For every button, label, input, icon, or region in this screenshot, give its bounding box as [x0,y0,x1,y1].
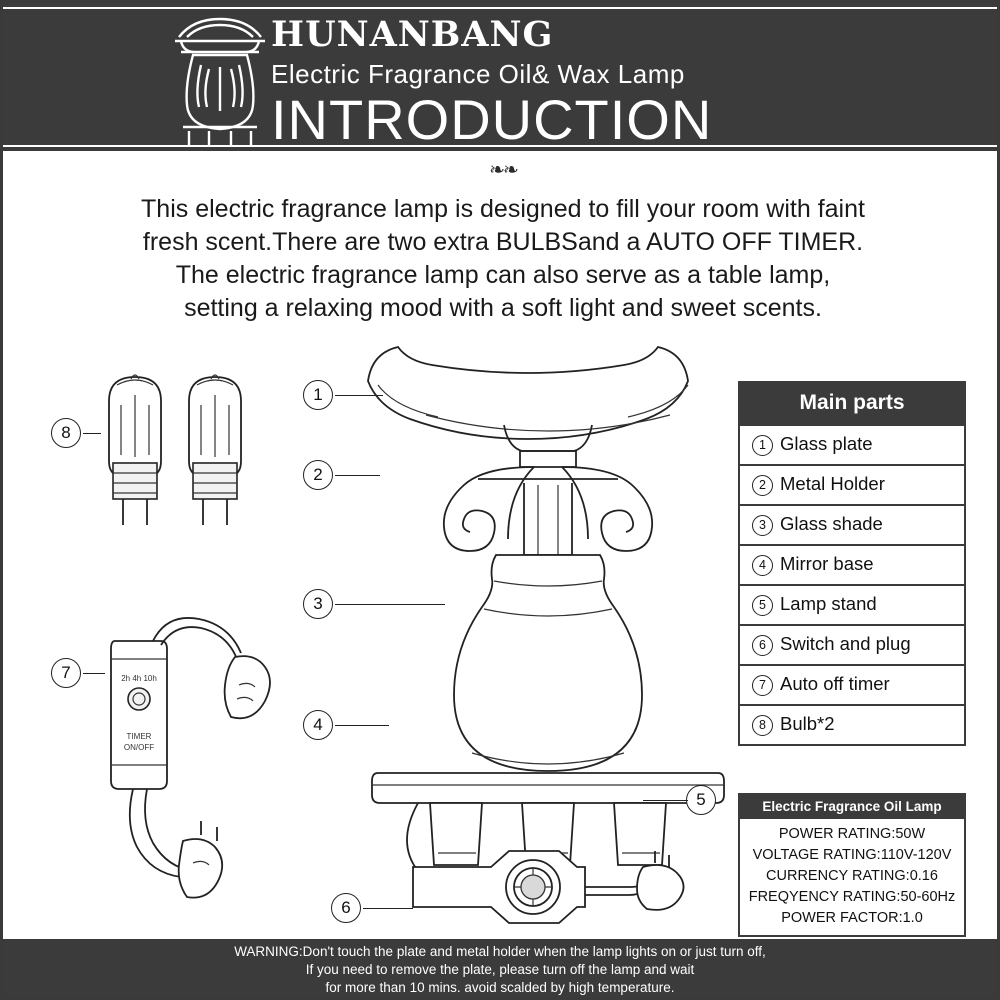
intro-paragraph [63,193,943,325]
auto-off-timer-illustration [93,613,313,903]
part-row-5 [738,586,966,626]
part-number-3: 3 [752,515,773,536]
callout-1[interactable]: 1 [303,380,333,410]
part-row-7 [738,666,966,706]
intro-line-3: The electric fragrance lamp can also serve as a table lamp, [175,261,831,289]
leader-line-4 [335,725,389,726]
part-row-3 [738,506,966,546]
callout-7[interactable]: 7 [51,658,81,688]
spec-panel-title: Electric Fragrance Oil Lamp [740,795,964,819]
part-label-2: Metal Holder [780,473,885,494]
spec-power-factor: POWER FACTOR:1.0 [781,910,923,926]
callout-8[interactable]: 8 [51,418,81,448]
leader-line-7 [83,673,105,674]
timer-bottom-label-1: TIMER [126,732,152,741]
part-number-7: 7 [752,675,773,696]
spec-voltage-rating: VOLTAGE RATING:110V-120V [752,847,952,863]
intro-line-2: fresh scent.There are two extra BULBSand a AUTO OFF TIMER. [142,228,864,256]
part-label-3: Glass shade [780,513,883,534]
decorative-ornament-icon: ❧❧ [489,160,517,181]
warning-line-1: WARNING:Don't touch the plate and metal holder when the lamp lights on or just turn off, [234,944,766,959]
part-number-1: 1 [752,435,773,456]
leader-line-5 [643,800,688,801]
main-parts-panel [738,381,966,746]
part-number-8: 8 [752,715,773,736]
timer-bottom-label-2: ON/OFF [123,743,155,752]
leader-line-8 [83,433,101,434]
spec-panel-lines [740,819,964,935]
leader-line-2 [335,475,380,476]
main-parts-header: Main parts [738,381,966,426]
part-row-4 [738,546,966,586]
part-row-2 [738,466,966,506]
bulb-pair-illustration [91,355,261,575]
brand-block [271,15,831,149]
callout-5[interactable]: 5 [686,785,716,815]
part-number-5: 5 [752,595,773,616]
part-number-2: 2 [752,475,773,496]
switch-and-plug-illustration [393,833,693,943]
part-number-4: 4 [752,555,773,576]
warning-line-2: If you need to remove the plate, please turn off the lamp and wait [305,962,695,977]
part-row-6 [738,626,966,666]
spec-currency-rating: CURRENCY RATING:0.16 [766,868,938,884]
part-row-1 [738,426,966,466]
warning-footer [3,939,997,997]
timer-top-label: 2h 4h 10h [121,674,157,683]
part-row-8 [738,706,966,746]
callout-3[interactable]: 3 [303,589,333,619]
brand-subtitle: Electric Fragrance Oil& Wax Lamp [271,59,685,89]
part-label-6: Switch and plug [780,633,911,654]
greek-column-urn-emblem-icon [165,11,275,149]
part-label-4: Mirror base [780,553,874,574]
page-title: INTRODUCTION [271,88,713,151]
specification-panel [738,793,966,937]
brand-name: HUNANBANG [271,14,554,55]
spec-power-rating: POWER RATING:50W [778,826,926,842]
part-label-1: Glass plate [780,433,873,454]
callout-4[interactable]: 4 [303,710,333,740]
callout-6[interactable]: 6 [331,893,361,923]
leader-line-6 [363,908,413,909]
callout-2[interactable]: 2 [303,460,333,490]
warning-line-3: for more than 10 mins. avoid scalded by high temperature. [325,980,675,995]
part-label-8: Bulb*2 [780,713,835,734]
page-header [3,3,997,151]
leader-line-1 [335,395,383,396]
intro-line-1: This electric fragrance lamp is designed to fill your room with faint [141,195,865,223]
part-number-6: 6 [752,635,773,656]
spec-frequency-rating: FREQYENCY RATING:50-60Hz [748,889,956,905]
part-label-5: Lamp stand [780,593,877,614]
intro-line-4: setting a relaxing mood with a soft light and sweet scents. [184,294,822,322]
part-label-7: Auto off timer [780,673,890,694]
leader-line-3 [335,604,445,605]
